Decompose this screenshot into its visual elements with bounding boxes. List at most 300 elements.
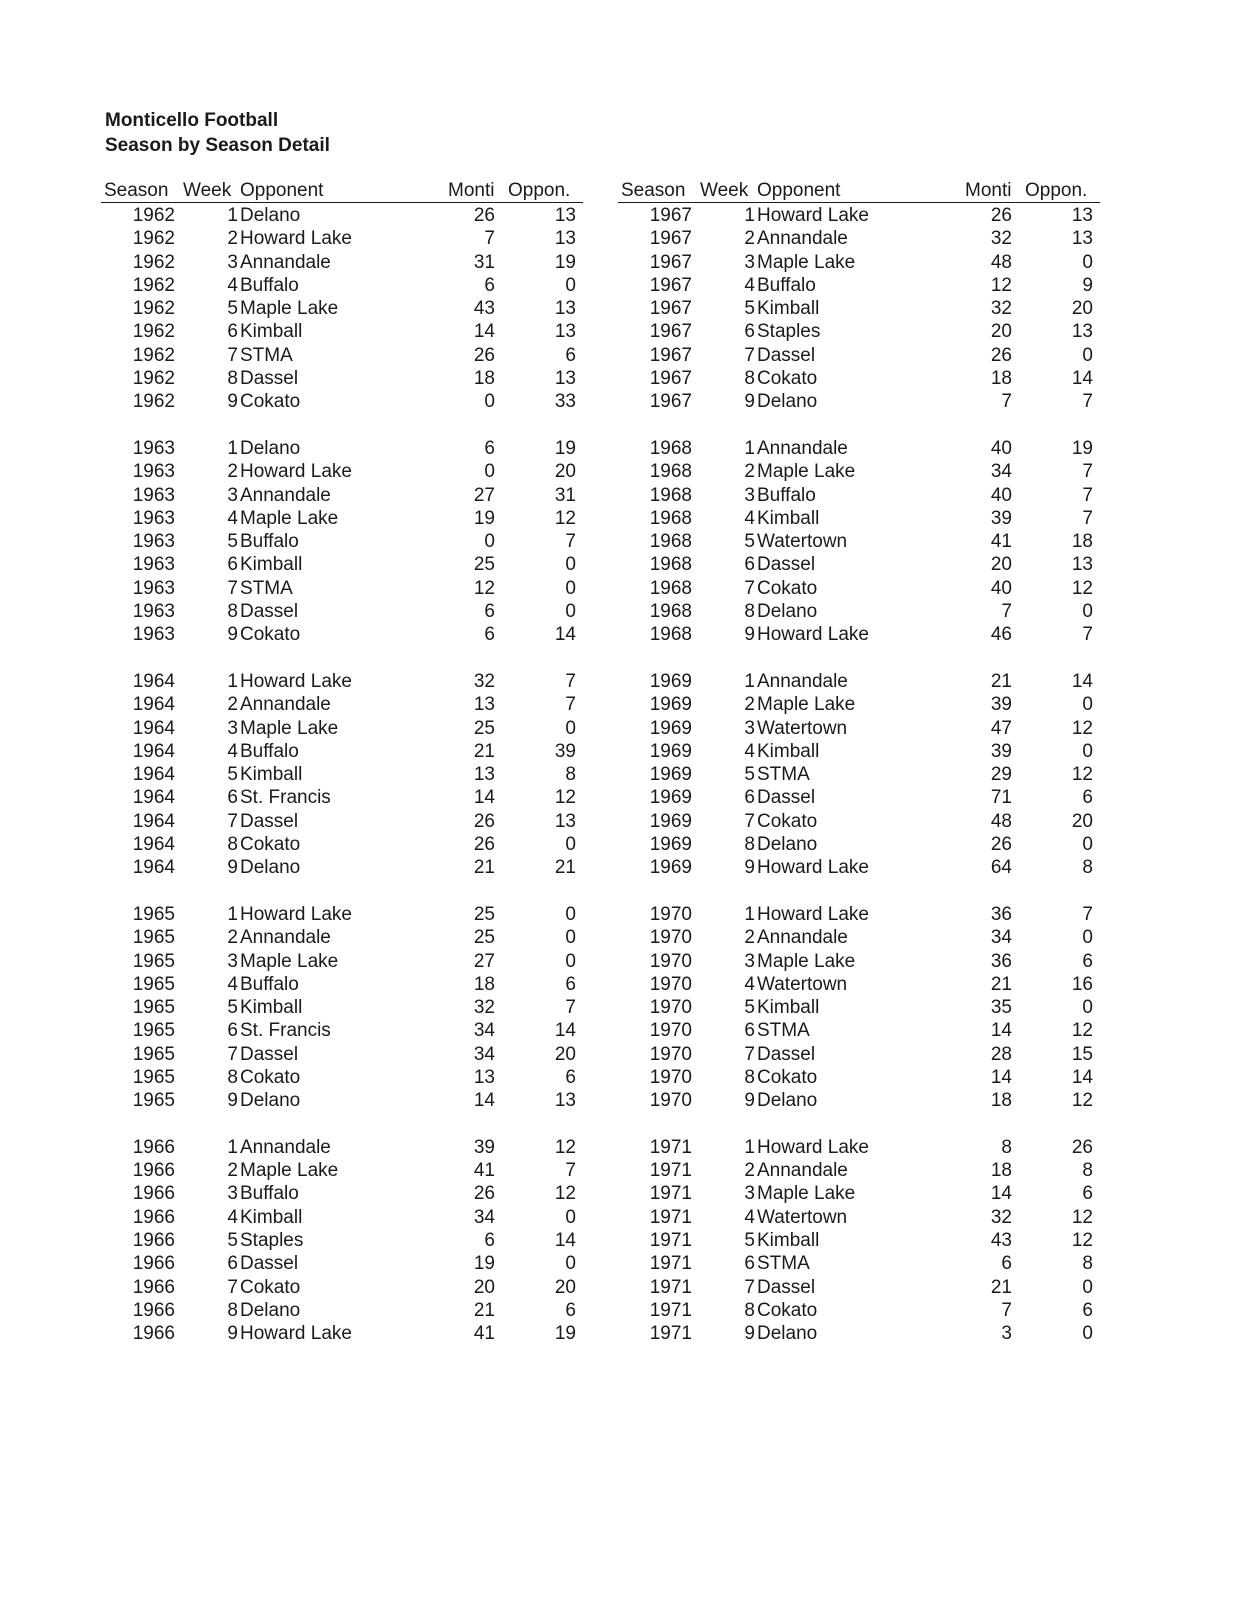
season-cell: 1963 [132,484,175,506]
season-cell: 1971 [649,1136,692,1158]
opponent-cell: Dassel [240,368,299,390]
week-cell: 8 [227,834,238,856]
week-cell: 2 [227,927,238,949]
table-row [101,390,583,413]
season-cell: 1967 [649,228,692,250]
monti-score-cell: 7 [484,228,495,250]
opponent-cell: Kimball [757,997,820,1019]
table-row [101,1206,583,1229]
monti-score-cell: 18 [473,368,495,390]
table-row [618,810,1100,833]
opponent-score-cell: 14 [1071,670,1093,692]
opponent-score-cell: 0 [1082,740,1093,762]
season-cell: 1963 [132,461,175,483]
table-row [101,856,583,879]
season-cell: 1962 [132,321,175,343]
opponent-score-cell: 14 [1071,1066,1093,1088]
table-row [618,926,1100,949]
opponent-cell: Dassel [240,810,299,832]
table-row [101,600,583,623]
title-line-1: Monticello Football [105,110,279,131]
table-row [618,577,1100,600]
opponent-cell: Buffalo [240,740,299,762]
opponent-cell: Delano [240,1090,301,1112]
table-row [618,437,1100,460]
monti-score-cell: 13 [473,764,495,786]
monti-score-cell: 0 [484,391,495,413]
opponent-cell: Annandale [757,670,848,692]
season-cell: 1971 [649,1276,692,1298]
week-cell: 5 [227,298,238,320]
opponent-cell: STMA [757,1020,810,1042]
week-cell: 2 [227,694,238,716]
season-cell: 1967 [649,321,692,343]
opponent-score-cell: 19 [554,1323,576,1345]
opponent-score-cell: 7 [565,531,576,553]
opponent-cell: Howard Lake [757,624,869,646]
week-cell: 7 [227,1276,238,1298]
week-cell: 9 [227,624,238,646]
header-monti: Monti [965,180,1012,201]
opponent-score-cell: 12 [1071,764,1093,786]
season-cell: 1969 [649,764,692,786]
table-row [618,1322,1100,1345]
table-row [101,670,583,693]
season-cell: 1964 [132,717,175,739]
header-monti: Monti [448,180,495,201]
opponent-score-cell: 8 [1082,1160,1093,1182]
season-cell: 1962 [132,205,175,226]
season-cell: 1967 [649,251,692,273]
header-week: Week [700,180,749,201]
table-row [618,973,1100,996]
week-cell: 2 [227,228,238,250]
opponent-score-cell: 8 [565,764,576,786]
table-row [101,996,583,1019]
monti-score-cell: 6 [484,437,495,459]
opponent-cell: STMA [757,1253,810,1275]
monti-score-cell: 14 [990,1020,1012,1042]
opponent-cell: Annandale [240,484,331,506]
opponent-score-cell: 12 [1071,1206,1093,1228]
table-row [618,1182,1100,1205]
table-row [101,786,583,809]
header-oppon: Oppon. [508,180,571,201]
table-row [618,1043,1100,1066]
table-row [101,320,583,343]
monti-score-cell: 26 [473,1183,495,1205]
season-cell: 1963 [132,554,175,576]
table-row [101,460,583,483]
week-cell: 4 [744,740,755,762]
table-row [101,1229,583,1252]
opponent-cell: Kimball [240,321,303,343]
opponent-cell: Kimball [240,997,303,1019]
table-row [618,227,1100,250]
week-cell: 3 [227,1183,238,1205]
monti-score-cell: 36 [990,950,1012,972]
monti-score-cell: 13 [473,1066,495,1088]
table-row [618,856,1100,879]
week-cell: 1 [227,437,238,459]
monti-score-cell: 34 [990,927,1012,949]
monti-score-cell: 43 [473,298,495,320]
opponent-score-cell: 20 [554,1276,576,1298]
opponent-score-cell: 7 [565,694,576,716]
opponent-cell: Cokato [757,368,818,390]
week-cell: 1 [227,670,238,692]
opponent-cell: Watertown [757,717,848,739]
monti-score-cell: 14 [473,787,495,809]
opponent-cell: Kimball [757,740,820,762]
season-cell: 1965 [132,1020,175,1042]
opponent-cell: Maple Lake [240,507,339,529]
monti-score-cell: 41 [473,1323,495,1345]
opponent-cell: Staples [240,1230,304,1252]
monti-score-cell: 18 [990,1090,1012,1112]
season-cell: 1970 [649,1066,692,1088]
opponent-cell: Buffalo [240,274,299,296]
table-row [618,1276,1100,1299]
monti-score-cell: 40 [990,577,1012,599]
season-cell: 1969 [649,787,692,809]
opponent-cell: Kimball [240,554,303,576]
season-cell: 1965 [132,1066,175,1088]
table-row [101,717,583,740]
table-row [101,507,583,530]
table-row [101,227,583,250]
season-group [101,1136,583,1346]
season-cell: 1970 [649,950,692,972]
week-cell: 2 [227,1160,238,1182]
opponent-cell: Dassel [757,1043,816,1065]
monti-score-cell: 12 [473,577,495,599]
table-row [618,390,1100,413]
season-cell: 1967 [649,391,692,413]
header-season: Season [621,180,686,201]
season-groups [101,203,583,1346]
opponent-score-cell: 13 [1071,228,1093,250]
opponent-cell: Buffalo [240,531,299,553]
opponent-score-cell: 6 [1082,1183,1093,1205]
monti-score-cell: 7 [1001,601,1012,623]
opponent-cell: Kimball [240,764,303,786]
table-row [618,460,1100,483]
season-cell: 1966 [132,1299,175,1321]
week-cell: 2 [227,461,238,483]
season-group [618,204,1100,414]
season-cell: 1964 [132,834,175,856]
week-cell: 7 [227,810,238,832]
table-row [101,367,583,390]
table-row [618,274,1100,297]
monti-score-cell: 19 [473,507,495,529]
opponent-score-cell: 6 [1082,950,1093,972]
season-cell: 1969 [649,670,692,692]
week-cell: 9 [227,857,238,879]
opponent-score-cell: 31 [554,484,576,506]
season-cell: 1971 [649,1253,692,1275]
week-cell: 2 [744,461,755,483]
opponent-score-cell: 19 [554,437,576,459]
week-cell: 3 [227,251,238,273]
table-row [101,1019,583,1042]
opponent-cell: Kimball [757,298,820,320]
season-cell: 1969 [649,834,692,856]
opponent-cell: Dassel [757,1276,816,1298]
opponent-cell: Howard Lake [240,670,352,692]
season-group [101,903,583,1113]
opponent-score-cell: 14 [554,1020,576,1042]
season-cell: 1962 [132,274,175,296]
monti-score-cell: 8 [1001,1136,1012,1158]
opponent-cell: Delano [757,391,818,413]
week-cell: 8 [227,1299,238,1321]
week-cell: 4 [744,1206,755,1228]
opponent-cell: Cokato [240,1276,301,1298]
opponent-cell: Howard Lake [757,903,869,925]
season-cell: 1964 [132,787,175,809]
opponent-cell: Delano [757,1323,818,1345]
opponent-score-cell: 6 [565,344,576,366]
opponent-score-cell: 0 [1082,344,1093,366]
season-group [618,903,1100,1113]
monti-score-cell: 26 [473,834,495,856]
opponent-score-cell: 0 [565,577,576,599]
opponent-score-cell: 7 [1082,507,1093,529]
opponent-score-cell: 0 [1082,601,1093,623]
monti-score-cell: 18 [990,1160,1012,1182]
season-cell: 1966 [132,1206,175,1228]
opponent-cell: Kimball [757,507,820,529]
opponent-cell: Dassel [757,554,816,576]
monti-score-cell: 26 [473,810,495,832]
season-cell: 1966 [132,1276,175,1298]
table-row [101,973,583,996]
table-row [101,251,583,274]
week-cell: 8 [744,834,755,856]
monti-score-cell: 28 [990,1043,1012,1065]
monti-score-cell: 36 [990,903,1012,925]
opponent-cell: Cokato [757,1066,818,1088]
opponent-cell: Kimball [757,1230,820,1252]
opponent-score-cell: 7 [1082,624,1093,646]
table-row [618,786,1100,809]
season-cell: 1968 [649,437,692,459]
monti-score-cell: 39 [990,740,1012,762]
week-cell: 9 [744,391,755,413]
table-row [101,763,583,786]
table-row [101,1182,583,1205]
week-cell: 1 [227,903,238,925]
document-title [105,108,330,158]
table-row [101,553,583,576]
season-cell: 1967 [649,274,692,296]
opponent-cell: Howard Lake [757,857,869,879]
header-week: Week [183,180,232,201]
table-row [618,903,1100,926]
season-cell: 1962 [132,344,175,366]
opponent-score-cell: 7 [1082,391,1093,413]
week-cell: 8 [744,1299,755,1321]
monti-score-cell: 47 [990,717,1012,739]
opponent-score-cell: 20 [554,1043,576,1065]
opponent-score-cell: 14 [554,624,576,646]
season-cell: 1971 [649,1230,692,1252]
monti-score-cell: 41 [990,531,1012,553]
table-row [618,204,1100,227]
opponent-cell: Howard Lake [240,228,352,250]
opponent-score-cell: 13 [554,298,576,320]
season-cell: 1971 [649,1323,692,1345]
table-row [618,320,1100,343]
opponent-cell: Delano [240,437,301,459]
monti-score-cell: 20 [473,1276,495,1298]
monti-score-cell: 41 [473,1160,495,1182]
week-cell: 2 [744,1160,755,1182]
week-cell: 1 [744,903,755,925]
table-row [101,1159,583,1182]
season-cell: 1964 [132,670,175,692]
season-cell: 1969 [649,857,692,879]
opponent-cell: Howard Lake [240,1323,352,1345]
opponent-cell: Dassel [240,1253,299,1275]
opponent-cell: Maple Lake [240,717,339,739]
week-cell: 5 [744,531,755,553]
monti-score-cell: 26 [990,205,1012,226]
opponent-cell: Delano [240,857,301,879]
week-cell: 9 [744,1323,755,1345]
left-table [101,180,583,1369]
monti-score-cell: 32 [990,228,1012,250]
opponent-score-cell: 13 [1071,321,1093,343]
season-cell: 1966 [132,1230,175,1252]
monti-score-cell: 32 [473,670,495,692]
week-cell: 3 [744,950,755,972]
opponent-score-cell: 14 [1071,368,1093,390]
opponent-score-cell: 13 [1071,205,1093,226]
week-cell: 7 [744,1043,755,1065]
opponent-score-cell: 20 [554,461,576,483]
opponent-cell: Delano [757,1090,818,1112]
opponent-cell: Howard Lake [240,903,352,925]
monti-score-cell: 48 [990,810,1012,832]
monti-score-cell: 6 [484,1230,495,1252]
table-header [101,180,583,203]
table-row [101,1276,583,1299]
opponent-score-cell: 13 [554,810,576,832]
table-row [101,530,583,553]
opponent-cell: Watertown [757,973,848,995]
monti-score-cell: 25 [473,927,495,949]
season-cell: 1963 [132,577,175,599]
table-row [101,1252,583,1275]
monti-score-cell: 27 [473,950,495,972]
monti-score-cell: 26 [473,344,495,366]
opponent-score-cell: 14 [554,1230,576,1252]
opponent-cell: Buffalo [757,274,816,296]
week-cell: 8 [744,601,755,623]
season-cell: 1962 [132,251,175,273]
monti-score-cell: 43 [990,1230,1012,1252]
opponent-score-cell: 0 [565,717,576,739]
opponent-score-cell: 0 [565,903,576,925]
monti-score-cell: 64 [990,857,1012,879]
opponent-score-cell: 12 [1071,1020,1093,1042]
week-cell: 9 [744,1090,755,1112]
week-cell: 5 [227,531,238,553]
season-cell: 1964 [132,810,175,832]
season-cell: 1967 [649,368,692,390]
opponent-score-cell: 0 [1082,694,1093,716]
week-cell: 4 [744,973,755,995]
monti-score-cell: 3 [1001,1323,1012,1345]
opponent-cell: Maple Lake [757,251,856,273]
season-group [618,670,1100,880]
season-cell: 1970 [649,997,692,1019]
opponent-cell: Buffalo [240,1183,299,1205]
opponent-cell: Annandale [240,1136,331,1158]
week-cell: 4 [744,274,755,296]
week-cell: 3 [744,717,755,739]
monti-score-cell: 0 [484,461,495,483]
season-cell: 1967 [649,298,692,320]
monti-score-cell: 21 [473,740,495,762]
opponent-cell: Watertown [757,1206,848,1228]
table-row [618,623,1100,646]
week-cell: 1 [744,205,755,226]
opponent-score-cell: 20 [1071,298,1093,320]
opponent-cell: Delano [240,1299,301,1321]
opponent-score-cell: 6 [1082,1299,1093,1321]
table-row [618,670,1100,693]
opponent-cell: Annandale [240,251,331,273]
week-cell: 5 [744,1230,755,1252]
monti-score-cell: 35 [990,997,1012,1019]
monti-score-cell: 6 [484,624,495,646]
opponent-cell: Dassel [757,344,816,366]
monti-score-cell: 27 [473,484,495,506]
season-cell: 1965 [132,1043,175,1065]
monti-score-cell: 14 [473,321,495,343]
monti-score-cell: 18 [473,973,495,995]
week-cell: 8 [744,1066,755,1088]
season-groups [618,203,1100,1346]
table-row [101,950,583,973]
opponent-score-cell: 19 [554,251,576,273]
opponent-score-cell: 16 [1071,973,1093,995]
season-cell: 1968 [649,601,692,623]
table-row [618,553,1100,576]
opponent-cell: Cokato [240,624,301,646]
week-cell: 4 [227,274,238,296]
season-cell: 1963 [132,507,175,529]
opponent-score-cell: 7 [565,1160,576,1182]
season-cell: 1966 [132,1160,175,1182]
season-cell: 1968 [649,507,692,529]
season-cell: 1962 [132,298,175,320]
monti-score-cell: 25 [473,554,495,576]
week-cell: 3 [744,251,755,273]
season-cell: 1966 [132,1253,175,1275]
week-cell: 3 [744,484,755,506]
season-cell: 1965 [132,927,175,949]
week-cell: 5 [227,1230,238,1252]
opponent-score-cell: 6 [565,1299,576,1321]
monti-score-cell: 14 [990,1066,1012,1088]
week-cell: 1 [227,205,238,226]
opponent-score-cell: 0 [1082,251,1093,273]
